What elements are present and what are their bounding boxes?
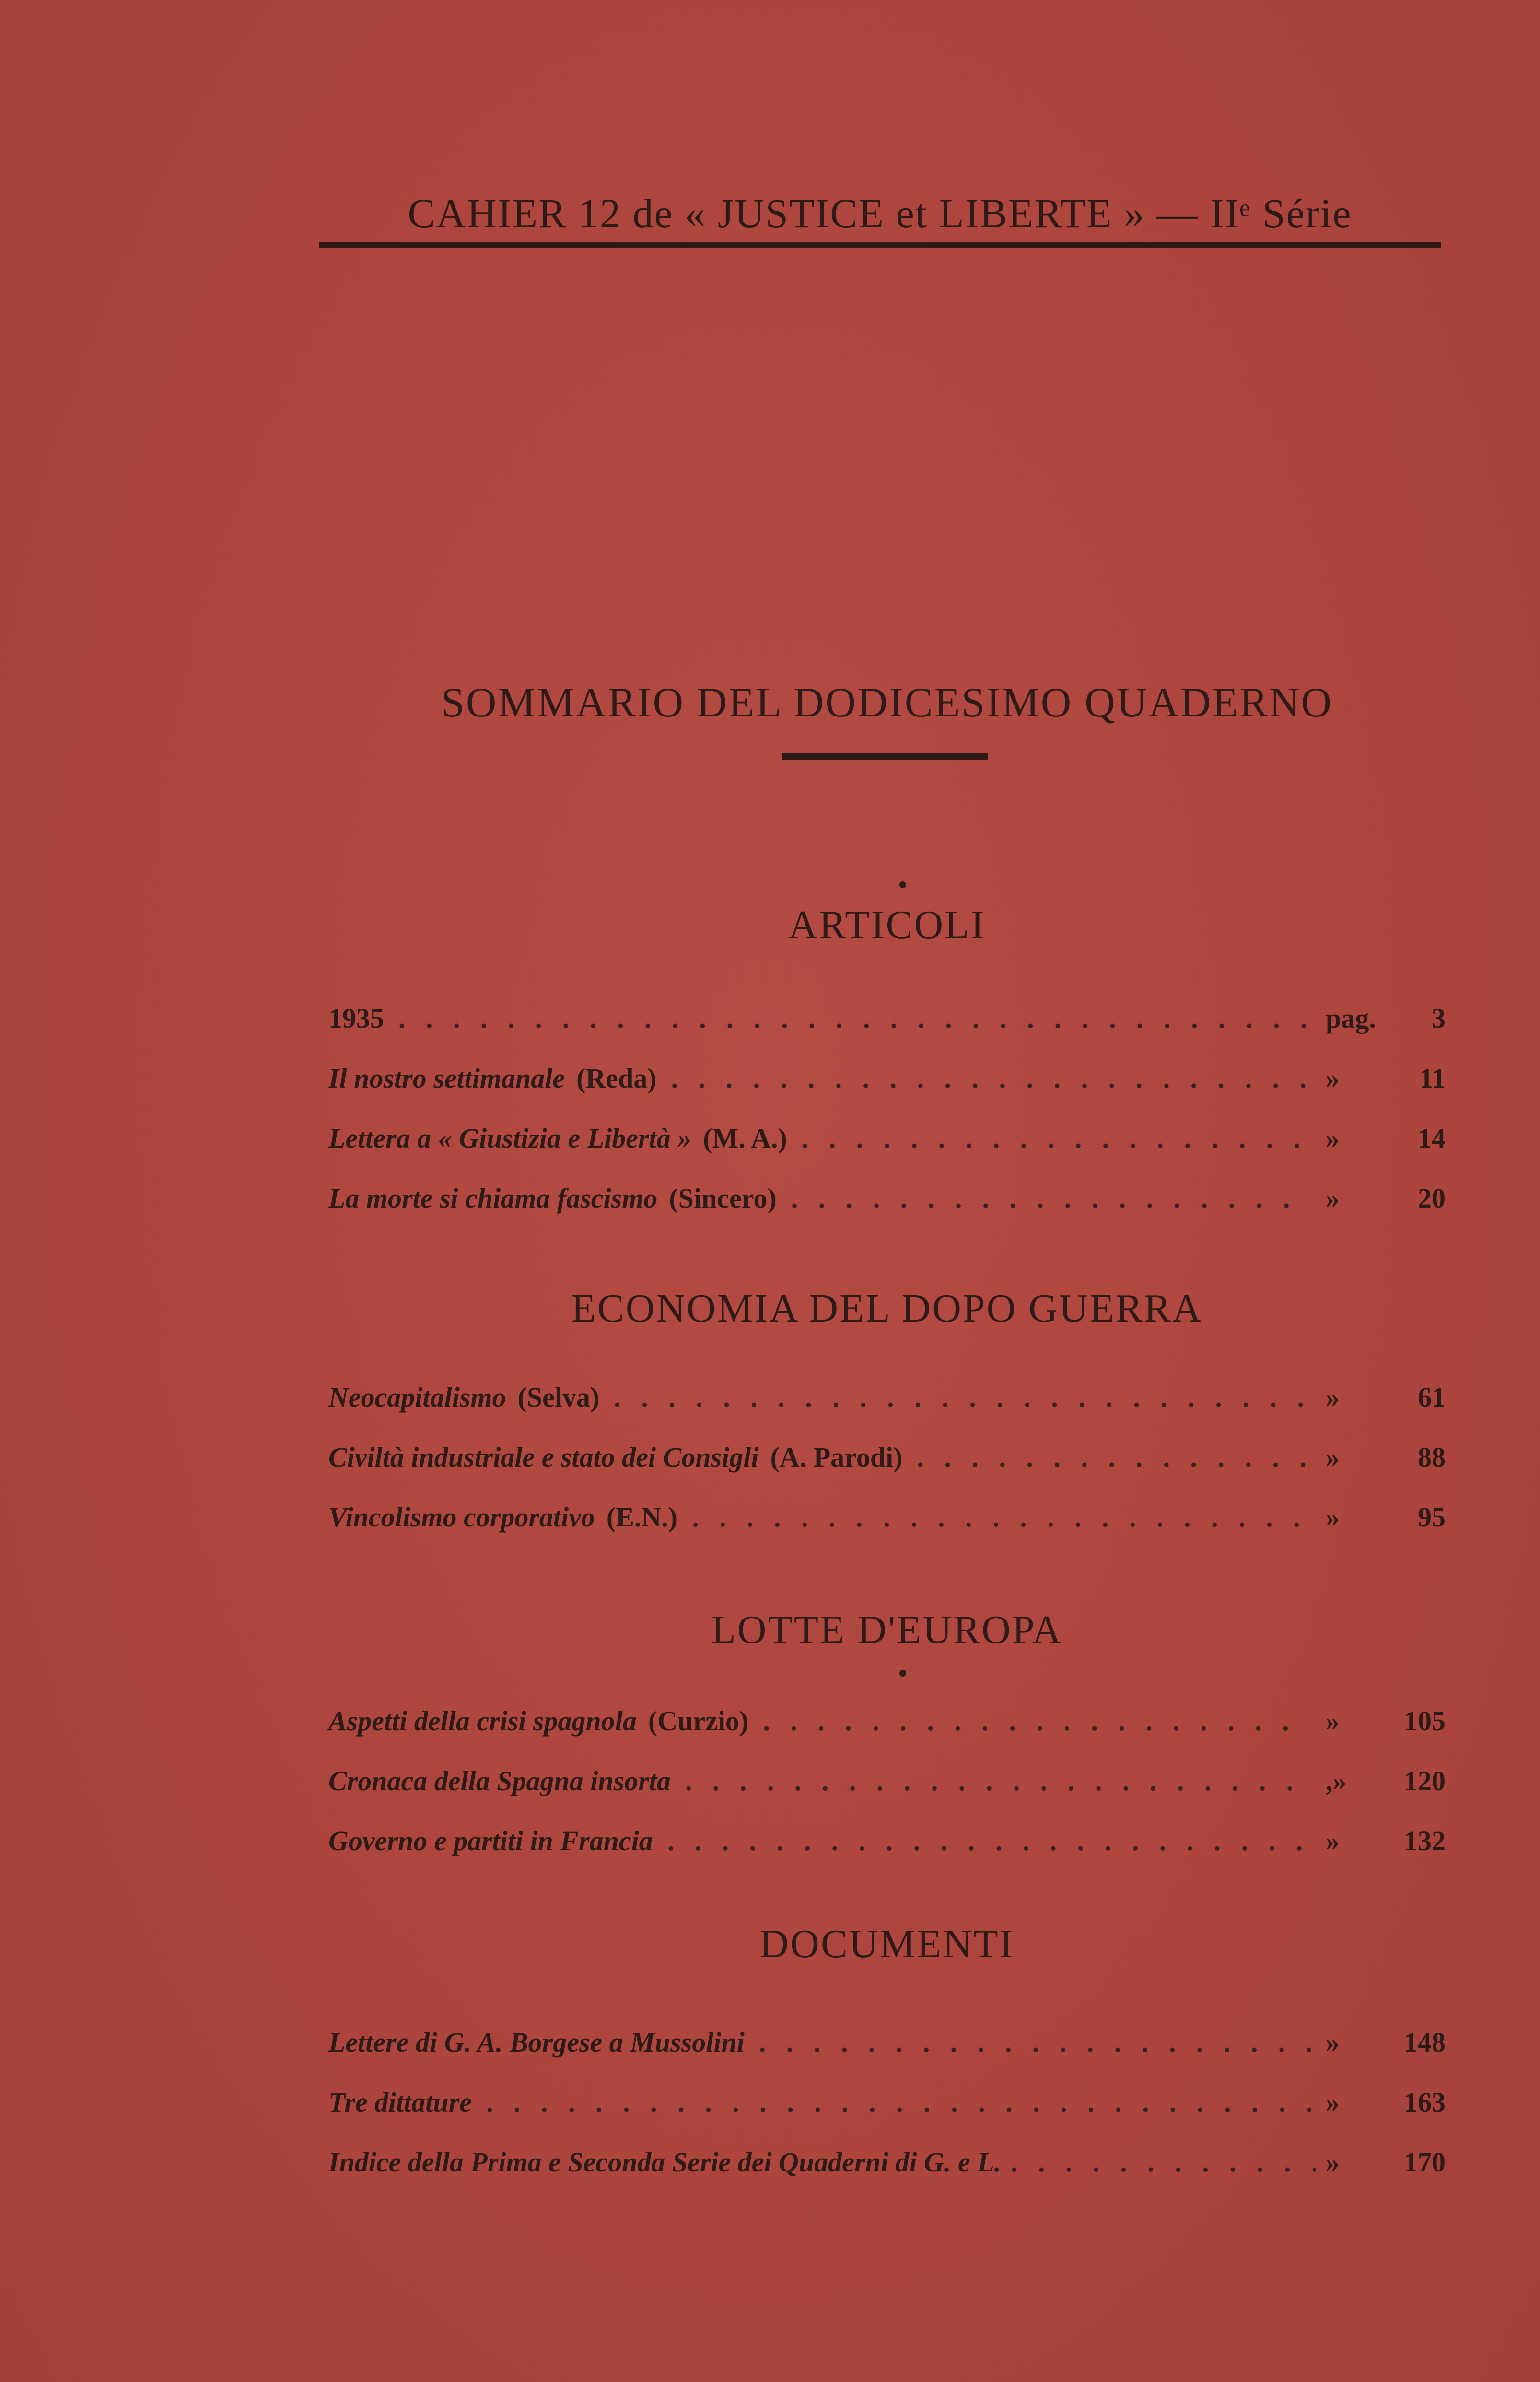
page-ref: »: [1326, 1063, 1340, 1094]
page-number: 163: [1404, 2087, 1446, 2118]
toc-entry: [328, 2026, 1446, 2069]
leader-dots: [486, 2086, 1311, 2118]
entry-title: Vincolismo corporativo: [328, 1502, 595, 1533]
entry-title: Lettere di G. A. Borgese a Mussolini: [328, 2027, 745, 2058]
toc-entry: [328, 2146, 1446, 2189]
page-ref: »: [1326, 1502, 1340, 1533]
page-number: 170: [1404, 2147, 1446, 2178]
page-number: 105: [1404, 1705, 1446, 1737]
toc-entry: [328, 1182, 1446, 1225]
entry-title: Neocapitalismo: [328, 1382, 506, 1413]
page-number: 95: [1418, 1502, 1446, 1533]
page-ref: »: [1326, 1705, 1340, 1737]
summary-rule: [782, 753, 988, 760]
entry-title: Governo e partiti in Francia: [328, 1825, 653, 1856]
toc-entry: [328, 1122, 1446, 1165]
toc-entry: [328, 1501, 1446, 1544]
entry-author: (Sincero): [669, 1183, 777, 1214]
section-title-economia: ECONOMIA DEL DOPO GUERRA: [571, 1286, 1203, 1331]
leader-dots: [1011, 2146, 1316, 2178]
page-number: 88: [1418, 1442, 1446, 1473]
leader-dots: [759, 2026, 1311, 2058]
leader-dots: [802, 1122, 1311, 1154]
page-number: 20: [1418, 1183, 1446, 1214]
page-number: 11: [1419, 1063, 1446, 1094]
entry-author: (Reda): [576, 1063, 657, 1094]
entry-author: (M. A.): [703, 1123, 787, 1154]
page-ref: »: [1326, 2027, 1340, 2058]
entry-title: 1935: [328, 1003, 384, 1034]
page-number: 3: [1432, 1003, 1446, 1034]
page-number: 120: [1404, 1765, 1446, 1796]
entry-title: Lettera a « Giustizia e Libertà »: [328, 1123, 692, 1154]
toc-entry: [328, 1765, 1446, 1808]
header-rule: [319, 242, 1441, 248]
toc-entry: [328, 1062, 1446, 1105]
page-ref: ,»: [1326, 1765, 1347, 1796]
page-ref: »: [1326, 1183, 1340, 1214]
leader-dots: [398, 1002, 1311, 1034]
toc-entry: [328, 1381, 1446, 1424]
page-number: 132: [1404, 1825, 1446, 1856]
entry-title: Il nostro settimanale: [328, 1063, 565, 1094]
entry-title: Aspetti della crisi spagnola: [328, 1705, 637, 1737]
entry-author: (E.N.): [606, 1502, 678, 1533]
leader-dots: [791, 1182, 1311, 1214]
page-ref: pag.: [1326, 1003, 1376, 1034]
page-header: CAHIER 12 de « JUSTICE et LIBERTE » — IIᵉ Série: [408, 190, 1352, 236]
ornament-dot: [899, 1670, 906, 1677]
page-ref: »: [1326, 2147, 1340, 2178]
section-title-articoli: ARTICOLI: [788, 903, 986, 947]
leader-dots: [671, 1062, 1311, 1094]
leader-dots: [917, 1441, 1311, 1473]
entry-title: Cronaca della Spagna insorta: [328, 1765, 671, 1796]
page-ref: »: [1326, 1123, 1340, 1154]
leader-dots: [763, 1705, 1311, 1737]
ornament-dot: [899, 881, 906, 888]
page-ref: »: [1326, 2087, 1340, 2118]
page-number: 148: [1404, 2027, 1446, 2058]
section-title-lotte: LOTTE D'EUROPA: [711, 1608, 1063, 1652]
page-ref: »: [1326, 1442, 1340, 1473]
entry-title: Tre dittature: [328, 2087, 472, 2118]
entry-author: (Selva): [517, 1382, 600, 1413]
toc-entry: [328, 1002, 1446, 1045]
page-number: 61: [1418, 1382, 1446, 1413]
leader-dots: [614, 1381, 1311, 1413]
leader-dots: [692, 1501, 1311, 1533]
entry-author: (Curzio): [648, 1705, 749, 1737]
entry-title: Indice della Prima e Seconda Serie dei Quaderni di G. e L.: [328, 2147, 1002, 2178]
toc-entry: [328, 1441, 1446, 1484]
leader-dots: [685, 1765, 1311, 1797]
page-ref: »: [1326, 1382, 1340, 1413]
toc-entry: [328, 1825, 1446, 1868]
section-title-documenti: DOCUMENTI: [759, 1922, 1015, 1966]
entry-author: (A. Parodi): [770, 1442, 903, 1473]
toc-entry: [328, 2086, 1446, 2129]
page-number: 14: [1418, 1123, 1446, 1154]
entry-title: La morte si chiama fascismo: [328, 1183, 658, 1214]
toc-entry: [328, 1705, 1446, 1748]
summary-title: SOMMARIO DEL DODICESIMO QUADERNO: [441, 680, 1333, 726]
leader-dots: [667, 1825, 1311, 1857]
entry-title: Civiltà industriale e stato dei Consigli: [328, 1442, 759, 1473]
page-ref: »: [1326, 1825, 1340, 1856]
